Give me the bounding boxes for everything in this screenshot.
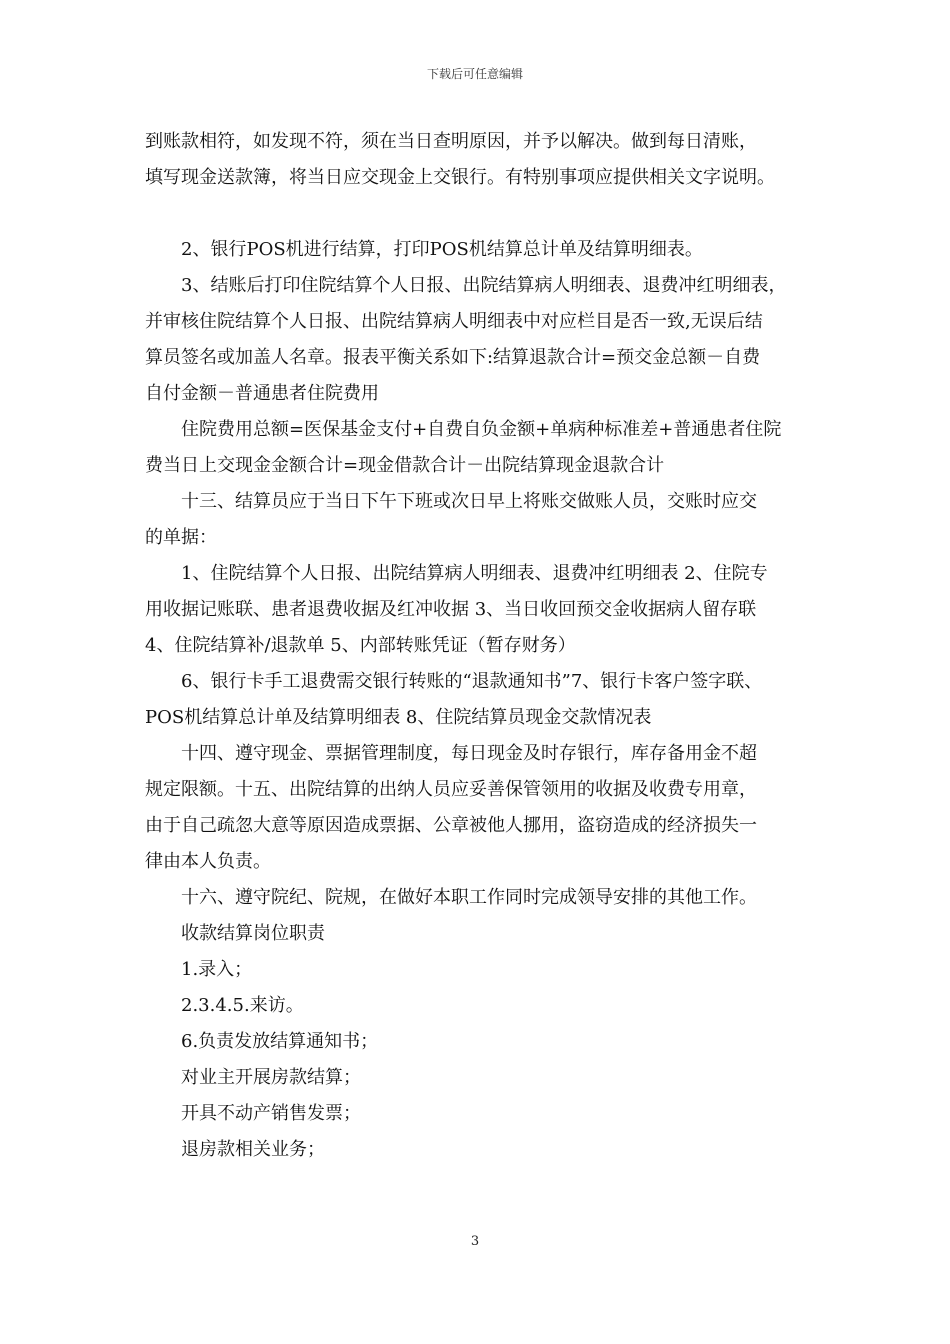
text-line: 6、银行卡手工退费需交银行转账的“退款通知书”7、银行卡客户签字联、 <box>181 671 763 692</box>
text-line: 到账款相符，如发现不符，须在当日查明原因，并予以解决。做到每日清账， <box>145 131 757 152</box>
section-heading: 收款结算岗位职责 <box>181 923 325 944</box>
list-item: 2.3.4.5.来访。 <box>181 995 304 1016</box>
text-line: 由于自己疏忽大意等原因造成票据、公章被他人挪用，盗窃造成的经济损失一 <box>145 815 757 836</box>
text-line: 十四、遵守现金、票据管理制度，每日现金及时存银行，库存备用金不超 <box>181 743 757 764</box>
text-line: 3、结账后打印住院结算个人日报、出院结算病人明细表、退费冲红明细表， <box>181 275 787 296</box>
page-number: 3 <box>470 1234 480 1249</box>
text-line: 填写现金送款簿，将当日应交现金上交银行。有特别事项应提供相关文字说明。 <box>145 167 775 188</box>
text-line: 规定限额。十五、出院结算的出纳人员应妥善保管领用的收据及收费专用章， <box>145 779 757 800</box>
text-line: 4、住院结算补/退款单 5、内部转账凭证（暂存财务） <box>145 635 576 656</box>
text-line: 十三、结算员应于当日下午下班或次日早上将账交做账人员，交账时应交 <box>181 491 757 512</box>
text-line: 的单据： <box>145 527 217 548</box>
text-line: 2、银行POS机进行结算，打印POS机结算总计单及结算明细表。 <box>181 239 703 260</box>
text-line: POS机结算总计单及结算明细表 8、住院结算员现金交款情况表 <box>145 707 652 728</box>
text-line: 律由本人负责。 <box>145 851 271 872</box>
page-header: 下载后可任意编辑 <box>426 67 523 81</box>
list-item: 6.负责发放结算通知书； <box>181 1031 379 1052</box>
text-line: 算员签名或加盖人名章。报表平衡关系如下:结算退款合计=预交金总额－自费 <box>145 347 761 368</box>
text-line: 十六、遵守院纪、院规，在做好本职工作同时完成领导安排的其他工作。 <box>181 887 757 908</box>
text-line: 用收据记账联、患者退费收据及红冲收据 3、当日收回预交金收据病人留存联 <box>145 599 757 620</box>
text-line: 费当日上交现金金额合计=现金借款合计－出院结算现金退款合计 <box>145 455 665 476</box>
text-line: 1、住院结算个人日报、出院结算病人明细表、退费冲红明细表 2、住院专 <box>181 563 768 584</box>
text-line: 自付金额－普通患者住院费用 <box>145 383 379 404</box>
list-item: 对业主开展房款结算； <box>181 1067 361 1088</box>
text-line: 住院费用总额=医保基金支付+自费自负金额+单病种标准差+普通患者住院 <box>181 419 782 440</box>
list-item: 1.录入； <box>181 959 253 980</box>
document-body <box>145 124 825 1168</box>
text-line: 并审核住院结算个人日报、出院结算病人明细表中对应栏目是否一致,无误后结 <box>145 311 763 332</box>
paragraph-gap <box>145 196 825 232</box>
list-item: 退房款相关业务； <box>181 1139 325 1160</box>
list-item: 开具不动产销售发票； <box>181 1103 361 1124</box>
